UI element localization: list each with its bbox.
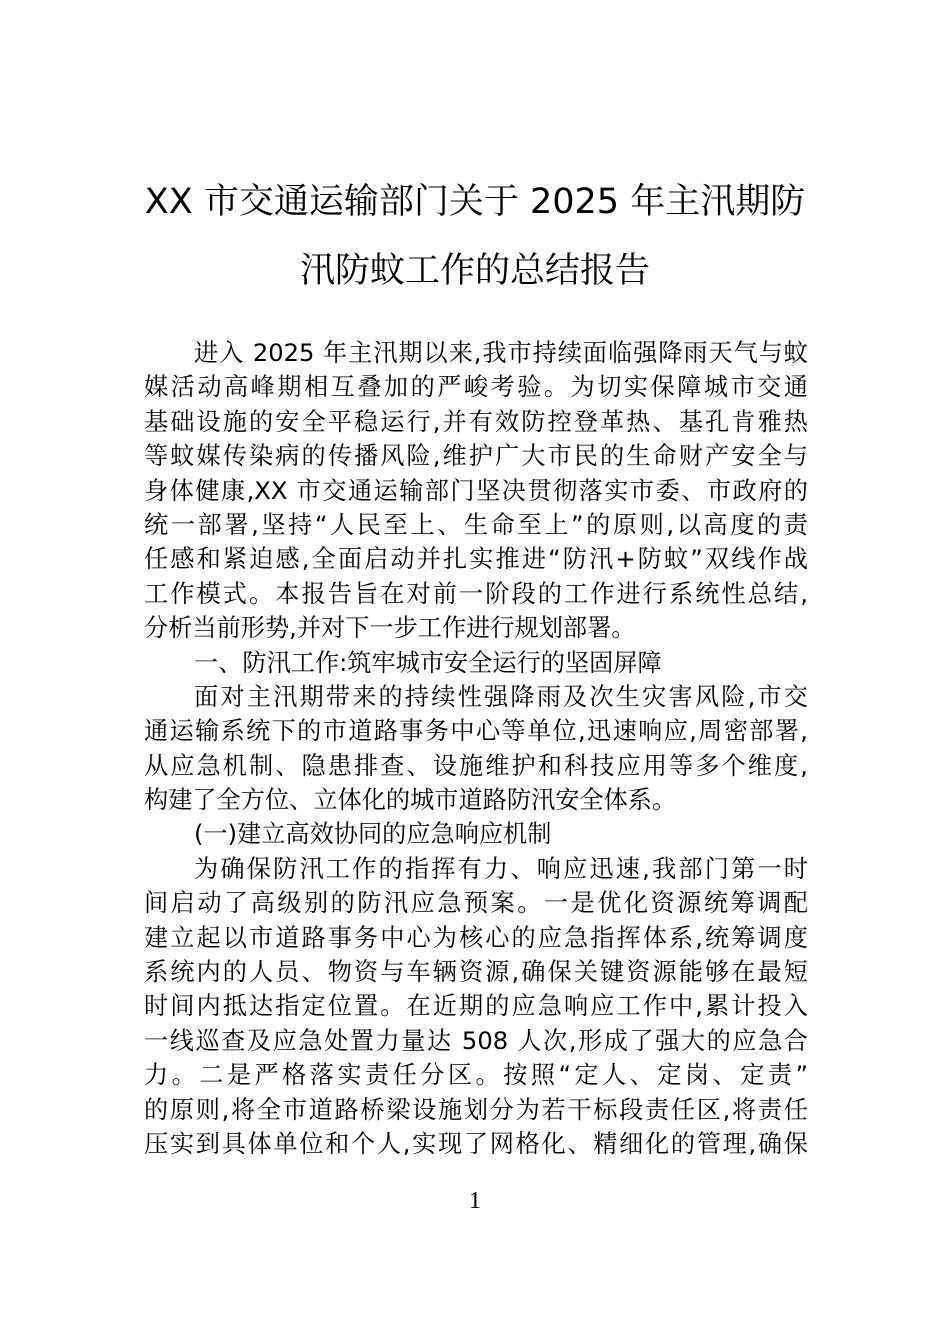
body-line: 一线巡查及应急处置力量达 508 人次,形成了强大的应急合 bbox=[144, 1026, 808, 1055]
body-line: 建立起以市道路事务中心为核心的应急指挥体系,统筹调度 bbox=[144, 923, 808, 952]
body-line: 为确保防汛工作的指挥有力、响应迅速,我部门第一时 bbox=[194, 854, 808, 883]
body-line: 基础设施的安全平稳运行,并有效防控登革热、基孔肯雅热 bbox=[144, 407, 808, 436]
body-line: 压实到具体单位和个人,实现了网格化、精细化的管理,确保 bbox=[144, 1129, 808, 1158]
body-line: 的原则,将全市道路桥梁设施划分为若干标段责任区,将责任 bbox=[144, 1095, 808, 1124]
body-line: (一)建立高效协同的应急响应机制 bbox=[194, 820, 552, 849]
document-body bbox=[144, 336, 808, 1161]
body-line: 一、防汛工作:筑牢城市安全运行的坚固屏障 bbox=[194, 648, 662, 677]
body-line: 等蚊媒传染病的传播风险,维护广大市民的生命财产安全与 bbox=[144, 442, 808, 471]
body-line: 媒活动高峰期相互叠加的严峻考验。为切实保障城市交通 bbox=[144, 373, 808, 402]
title-line-1: XX 市交通运输部门关于 2025 年主汛期防 bbox=[144, 182, 806, 222]
body-line: 分析当前形势,并对下一步工作进行规划部署。 bbox=[144, 614, 636, 643]
body-line: 通运输系统下的市道路事务中心等单位,迅速响应,周密部署, bbox=[144, 717, 808, 746]
body-line: 面对主汛期带来的持续性强降雨及次生灾害风险,市交 bbox=[194, 682, 808, 711]
body-line: 系统内的人员、物资与车辆资源,确保关键资源能够在最短 bbox=[144, 958, 808, 987]
body-line: 身体健康,XX 市交通运输部门坚决贯彻落实市委、市政府的 bbox=[144, 476, 808, 505]
body-line: 力。二是严格落实责任分区。按照“定人、定岗、定责” bbox=[144, 1061, 808, 1090]
document-title bbox=[120, 168, 830, 306]
body-line: 进入 2025 年主汛期以来,我市持续面临强降雨天气与蚊 bbox=[194, 339, 808, 367]
body-line: 时间内抵达指定位置。在近期的应急响应工作中,累计投入 bbox=[144, 992, 808, 1021]
title-line-2: 汛防蚊工作的总结报告 bbox=[299, 251, 650, 291]
body-line: 任感和紧迫感,全面启动并扎实推进“防汛+防蚊”双线作战 bbox=[144, 545, 808, 574]
body-line: 间启动了高级别的防汛应急预案。一是优化资源统筹调配 bbox=[144, 889, 808, 918]
body-line: 从应急机制、隐患排查、设施维护和科技应用等多个维度, bbox=[144, 751, 808, 780]
body-line: 工作模式。本报告旨在对前一阶段的工作进行系统性总结, bbox=[144, 579, 808, 608]
body-line: 统一部署,坚持“人民至上、生命至上”的原则,以高度的责 bbox=[144, 510, 808, 539]
body-line: 构建了全方位、立体化的城市道路防汛安全体系。 bbox=[144, 786, 677, 815]
page-number: 1 bbox=[469, 1188, 481, 1214]
